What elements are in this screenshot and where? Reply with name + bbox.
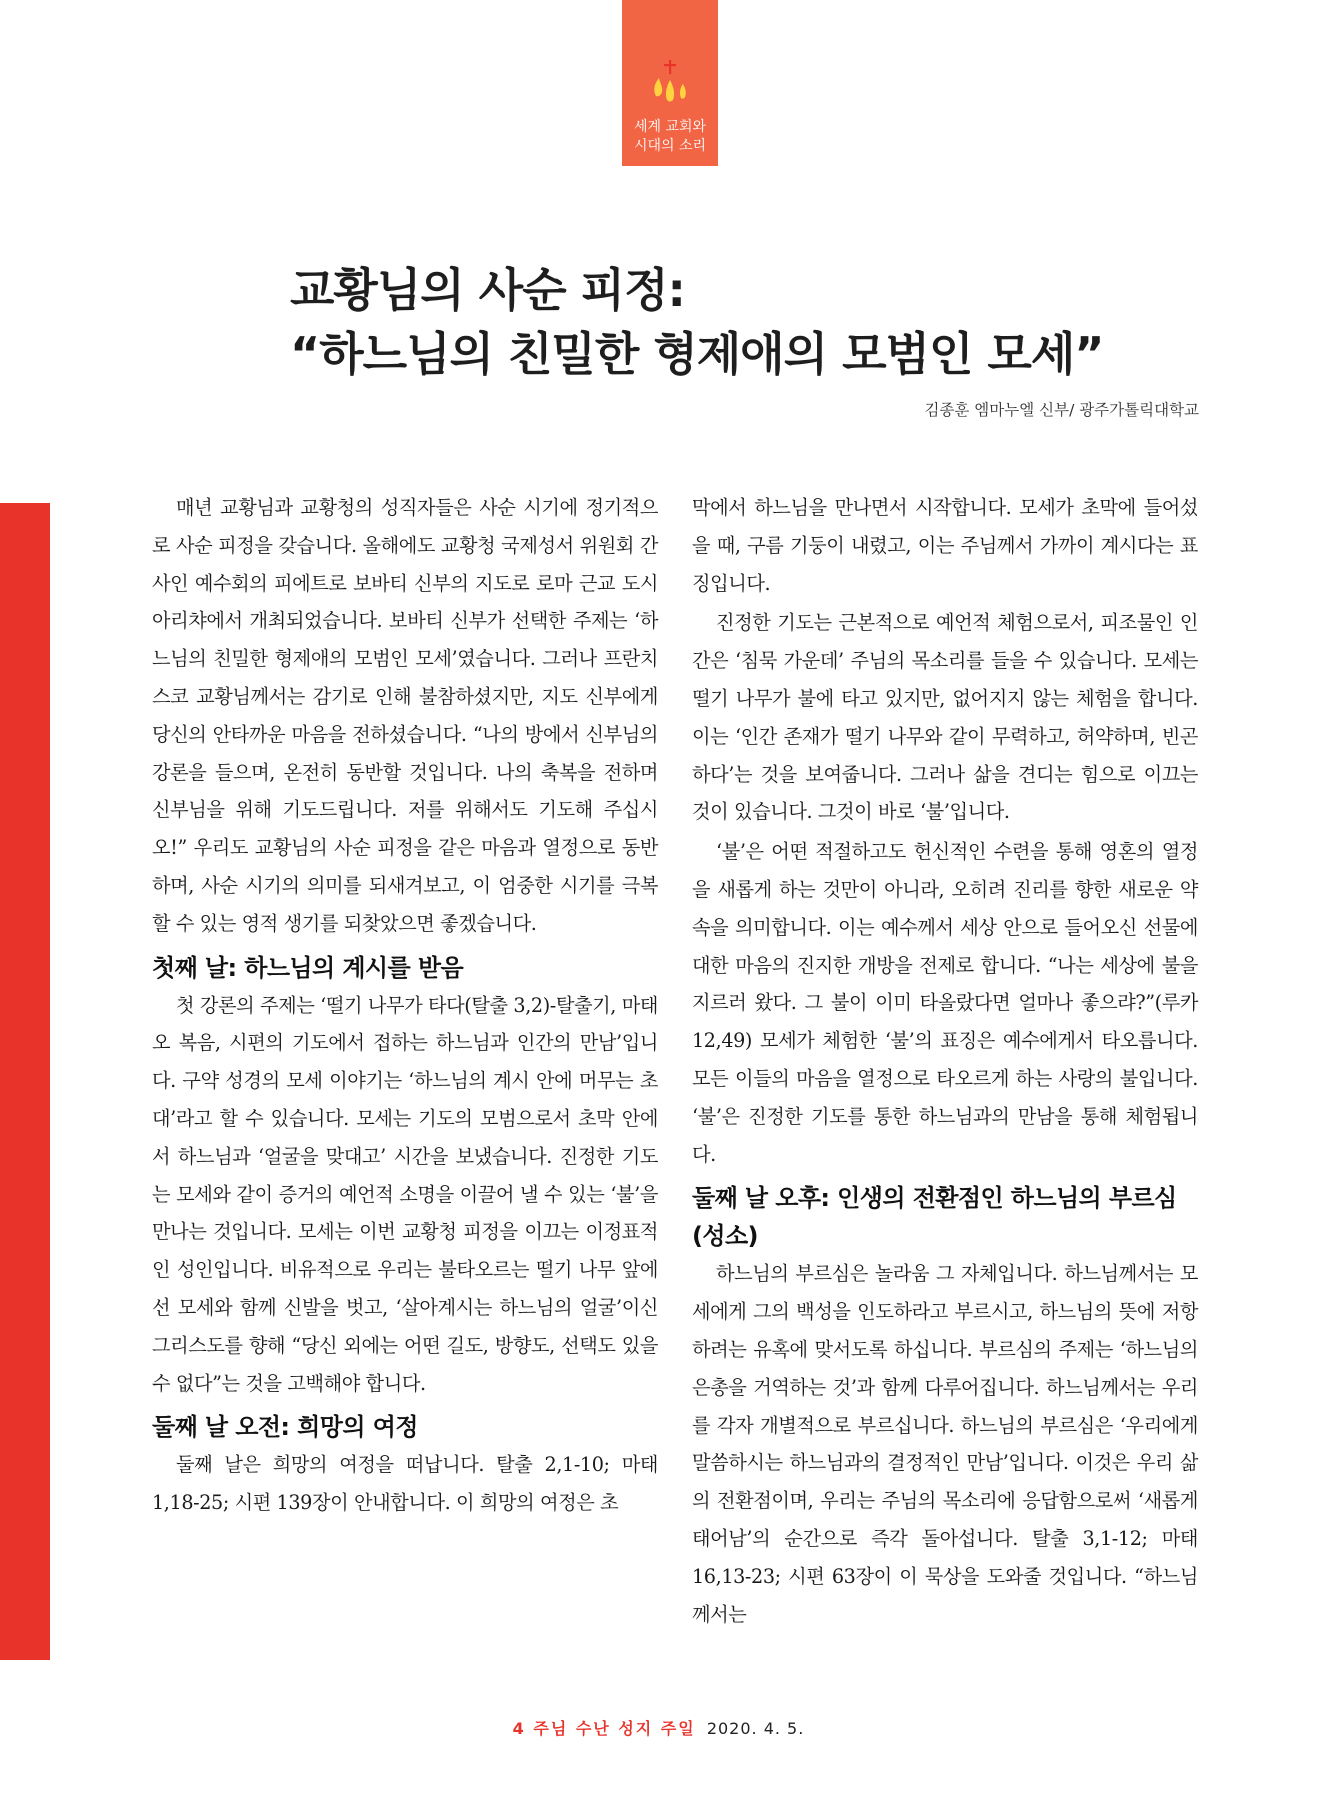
left-accent-bar: [0, 503, 50, 1660]
title-line-2: “하느님의 친밀한 형제애의 모범인 모세”: [290, 327, 1104, 381]
footer-issue: 4 주님 수난 성지 주일: [512, 1719, 696, 1738]
section-tab: [622, 0, 718, 166]
day1-paragraph: 첫 강론의 주제는 ‘떨기 나무가 타다(탈출 3,2)-탈출기, 마태오 복음, 시편의 기도에서 접하는 하느님과 인간의 만남’입니다. 구약 성경의 모세 이야기는 ‘하느님의 계시 안에 머무는 초대’라고 할 수 있습니다. 모세는 기도의 모범으로서 초막 안에서 하느님과 ‘얼굴을 맞대고’ 시간을 보냈습니다. 진정한 기도는 모세와 같이 증거의 예언적 소명을 이끌어 낼 수 있는 ‘불’을 만나는 것입니다. 모세는 이번 교황청 피정을 이끄는 이정표적인 성인입니다. 비유적으로 우리는 불타오르는 떨기 나무 앞에선 모세와 함께 신발을 벗고, ‘살아계시는 하느님의 얼굴’이신 그리스도를 향해 “당신 외에는 어떤 길도, 방향도, 선택도 있을 수 없다”는 것을 고백해야 합니다.: [152, 993, 658, 1395]
author-byline: 김종훈 엠마누엘 신부/ 광주가톨릭대학교: [924, 401, 1199, 419]
continued-paragraph: 막에서 하느님을 만나면서 시작합니다. 모세가 초막에 들어섰을 때, 구름 기둥이 내렸고, 이는 주님께서 가까이 계시다는 표징입니다.: [692, 496, 1198, 595]
calling-paragraph: 하느님의 부르심은 놀라움 그 자체입니다. 하느님께서는 모세에게 그의 백성을 인도하라고 부르시고, 하느님의 뜻에 저항하려는 유혹에 맞서도록 하십니다. 부르심의 주제는 ‘하느님의 은총을 거역하는 것’과 함께 다루어집니다. 하느님께서는 우리를 각자 개별적으로 부르십니다. 하느님의 부르심은 ‘우리에게 말씀하시는 하느님과의 결정적인 만남’입니다. 이것은 우리 삶의 전환점이며, 우리는 주님의 목소리에 응답함으로써 ‘새롭게 태어남’의 순간으로 즉각 돌아섭니다. 탈출 3,1-12; 마태 16,13-23; 시편 63장이 이 묵상을 도와줄 것입니다. “하느님께서는: [692, 1262, 1198, 1626]
intro-paragraph: 매년 교황님과 교황청의 성직자들은 사순 시기에 정기적으로 사순 피정을 갖습니다. 올해에도 교황청 국제성서 위원회 간사인 예수회의 피에트로 보바티 신부의 지도로 로마 근교 도시 아리챠에서 개최되었습니다. 보바티 신부가 선택한 주제는 ‘하느님의 친밀한 형제애의 모범인 모세’였습니다. 그러나 프란치스코 교황님께서는 감기로 인해 불참하셨지만, 지도 신부에게 당신의 안타까운 마음을 전하셨습니다. “나의 방에서 신부님의 강론을 들으며, 온전히 동반할 것입니다. 나의 축복을 전하며 신부님을 위해 기도드립니다. 저를 위해서도 기도해 주십시오!” 우리도 교황님의 사순 피정을 같은 마음과 열정으로 동반하며, 사순 시기의 의미를 되새겨보고, 이 엄중한 시기를 극복할 수 있는 영적 생기를 되찾았으면 좋겠습니다.: [152, 496, 658, 935]
section-label-line1: 세계 교회와: [633, 119, 707, 135]
section-heading-day2-afternoon: 둘째 날 오후: 인생의 전환점인 하느님의 부르심(성소): [692, 1184, 1177, 1251]
fire-paragraph: ‘불’은 어떤 적절하고도 헌신적인 수련을 통해 영혼의 열정을 새롭게 하는 것만이 아니라, 오히려 진리를 향한 새로운 약속을 의미합니다. 이는 예수께서 세상 안으로 들어오신 선물에 대한 마음의 진지한 개방을 전제로 합니다. “나는 세상에 불을 지르러 왔다. 그 불이 이미 타올랐다면 얼마나 좋으랴?”(루카 12,49) 모세가 체험한 ‘불’의 표징은 예수에게서 타오릅니다. 모든 이들의 마음을 열정으로 타오르게 하는 사랑의 불입니다. ‘불’은 진정한 기도를 통한 하느님과의 만남을 통해 체험됩니다.: [692, 840, 1198, 1166]
section-heading-day2-morning: 둘째 날 오전: 희망의 여정: [152, 1413, 418, 1442]
footer-date: 2020. 4. 5.: [706, 1719, 805, 1738]
section-label-line2: 시대의 소리: [633, 138, 707, 154]
section-label: [622, 118, 718, 156]
article-title: [290, 258, 1190, 386]
page-footer: [0, 1716, 1317, 1739]
title-line-1: 교황님의 사순 피정:: [290, 263, 685, 317]
right-column: [692, 489, 1198, 1635]
prayer-paragraph: 진정한 기도는 근본적으로 예언적 체험으로서, 피조물인 인간은 ‘침묵 가운데’ 주님의 목소리를 들을 수 있습니다. 모세는 떨기 나무가 불에 타고 있지만, 없어지지 않는 체험을 합니다. 이는 ‘인간 존재가 떨기 나무와 같이 무력하고, 허약하며, 빈곤하다’는 것을 보여줍니다. 그러나 삶을 견디는 힘으로 이끄는 것이 있습니다. 그것이 바로 ‘불’입니다.: [692, 611, 1198, 824]
left-column: [152, 489, 658, 1524]
flame-cross-icon: [650, 58, 690, 108]
section-heading-day1: 첫째 날: 하느님의 계시를 받음: [152, 953, 464, 982]
day2-morning-paragraph: 둘째 날은 희망의 여정을 떠납니다. 탈출 2,1-10; 마태 1,18-25; 시편 139장이 안내합니다. 이 희망의 여정은 초: [152, 1453, 658, 1515]
